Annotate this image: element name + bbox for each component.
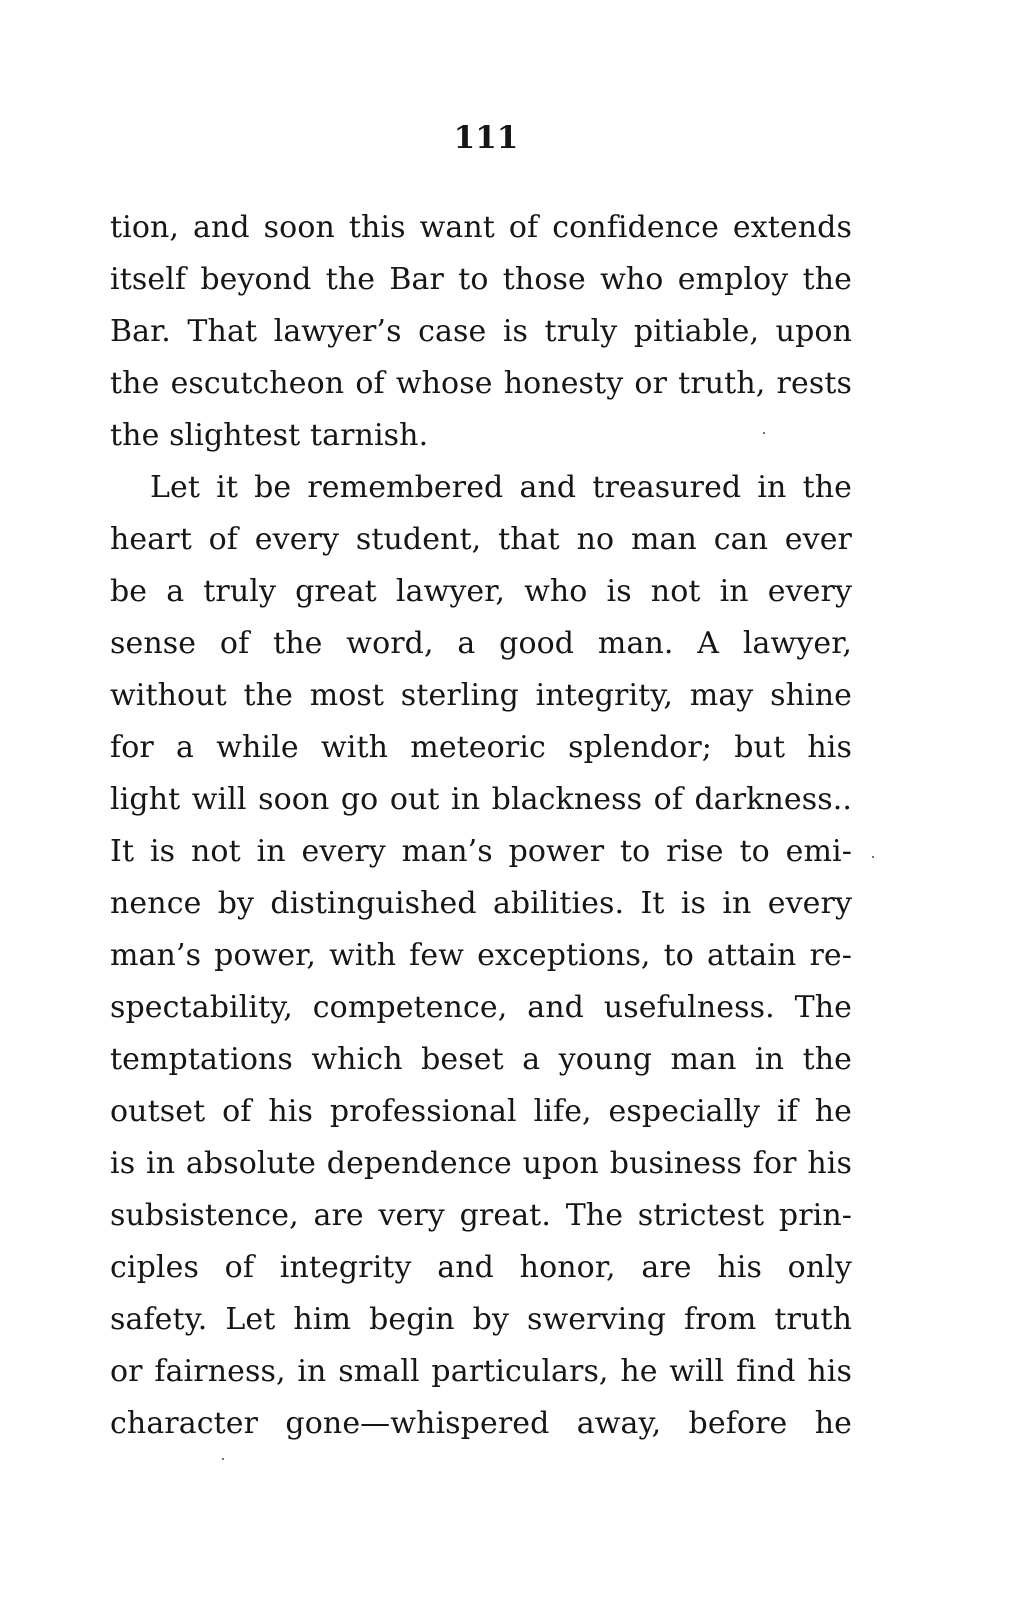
paragraph-1 xyxy=(110,202,852,462)
text-line: heart of every student, that no man can ever xyxy=(110,522,852,557)
page-number: 111 xyxy=(453,120,519,156)
text-line: sense of the word, a good man. A lawyer, xyxy=(110,626,852,661)
print-speck xyxy=(763,432,765,434)
text-line: be a truly great lawyer, who is not in every xyxy=(110,574,852,609)
text-line: spectability, competence, and usefulness. The xyxy=(110,990,852,1025)
print-speck xyxy=(872,856,874,858)
text-line: subsistence, are very great. The strictest prin- xyxy=(110,1198,852,1233)
text-line: character gone—whispered away, before he xyxy=(110,1406,852,1441)
text-line: Bar. That lawyer’s case is truly pitiable, upon xyxy=(110,314,852,349)
print-speck xyxy=(222,1458,224,1460)
paragraph-2 xyxy=(110,462,852,1450)
text-line: tion, and soon this want of confidence extends xyxy=(110,210,852,245)
text-line: without the most sterling integrity, may shine xyxy=(110,678,852,713)
text-line: safety. Let him begin by swerving from truth xyxy=(110,1302,852,1337)
text-line: the slightest tarnish. xyxy=(110,418,429,453)
text-line: is in absolute dependence upon business for his xyxy=(110,1146,852,1181)
text-line: for a while with meteoric splendor; but his xyxy=(110,730,852,765)
text-line: temptations which beset a young man in the xyxy=(110,1042,852,1077)
text-line: or fairness, in small particulars, he will find his xyxy=(110,1354,852,1389)
text-line: ciples of integrity and honor, are his only xyxy=(110,1250,852,1285)
text-line: outset of his professional life, especially if he xyxy=(110,1094,852,1129)
text-line: It is not in every man’s power to rise to emi- xyxy=(110,834,852,869)
body-text xyxy=(110,202,852,1450)
text-line: Let it be remembered and treasured in the xyxy=(150,470,852,505)
text-line: light will soon go out in blackness of darkness.. xyxy=(110,782,852,817)
text-line: man’s power, with few exceptions, to attain re- xyxy=(110,938,852,973)
text-line: nence by distinguished abilities. It is in every xyxy=(110,886,852,921)
text-line: itself beyond the Bar to those who employ the xyxy=(110,262,852,297)
text-line: the escutcheon of whose honesty or truth, rests xyxy=(110,366,852,401)
